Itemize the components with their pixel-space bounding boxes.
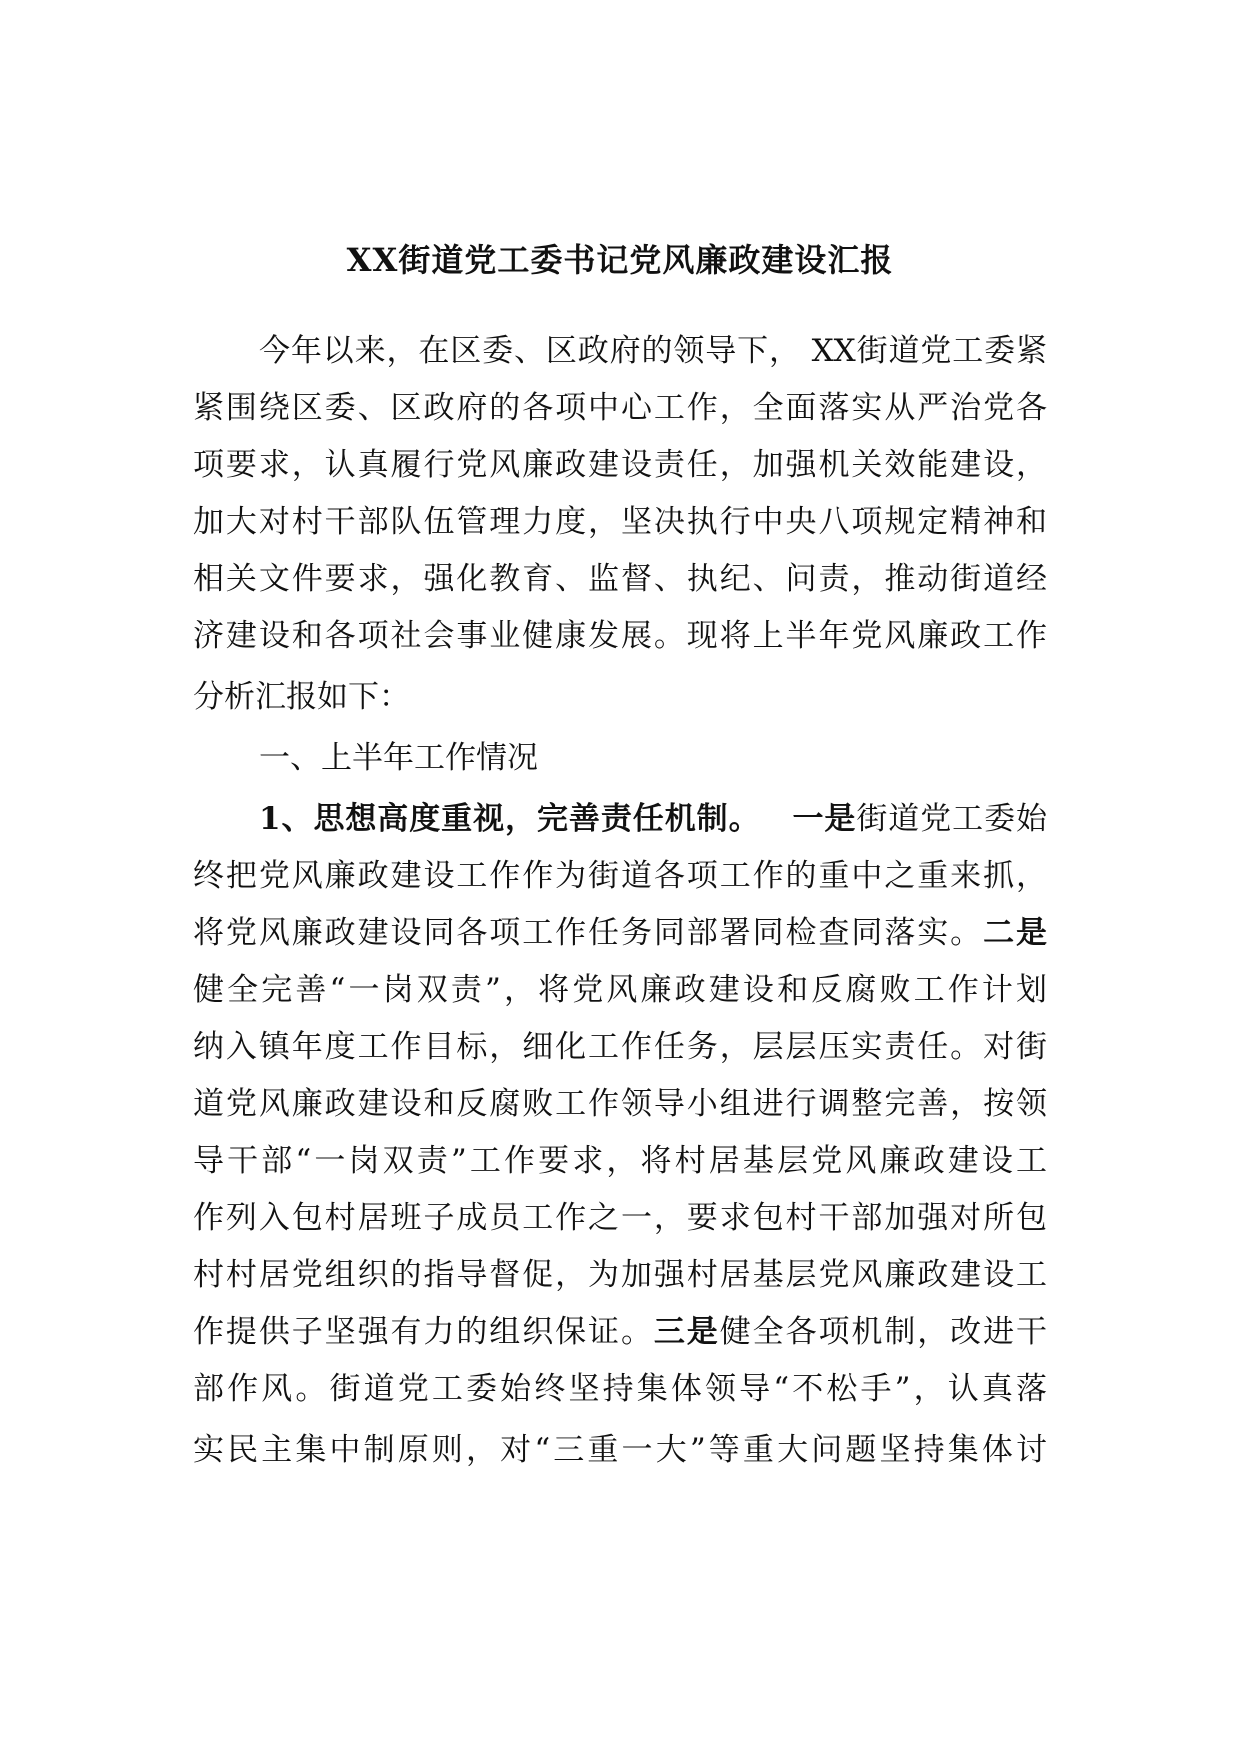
point-label: 二是 bbox=[983, 915, 1047, 951]
paragraph-line: 加大对村干部队伍管理力度，坚决执行中央八项规定精神和 bbox=[193, 504, 1047, 540]
paragraph-line: 道党风廉政建设和反腐败工作领导小组进行调整完善，按领 bbox=[193, 1086, 1047, 1122]
paragraph-line: 作列入包村居班子成员工作之一，要求包村干部加强对所包 bbox=[193, 1200, 1047, 1236]
paragraph-line: 相关文件要求，强化教育、监督、执纪、问责，推动街道经 bbox=[193, 561, 1047, 597]
paragraph-line bbox=[193, 905, 1047, 962]
document-title: XX街道党工委书记党风廉政建设汇报 bbox=[346, 241, 894, 279]
point-label: 一是 bbox=[791, 801, 857, 837]
paragraph-line: 项要求，认真履行党风廉政建设责任，加强机关效能建设， bbox=[193, 447, 1047, 483]
paragraph-line: 终把党风廉政建设工作作为街道各项工作的重中之重来抓， bbox=[193, 858, 1047, 894]
paragraph-line: 分析汇报如下： bbox=[193, 679, 410, 715]
paragraph-line bbox=[193, 1304, 1047, 1361]
paragraph-line: 纳入镇年度工作目标，细化工作任务，层层压实责任。对街 bbox=[193, 1029, 1047, 1065]
paragraph-text: 街道党工委始 bbox=[856, 801, 1047, 837]
point-label: 三是 bbox=[653, 1314, 720, 1350]
paragraph-line: 健全完善“一岗双责”，将党风廉政建设和反腐败工作计划 bbox=[193, 972, 1047, 1008]
paragraph-line: 紧围绕区委、区政府的各项中心工作，全面落实从严治党各 bbox=[193, 390, 1047, 426]
paragraph-line: 济建设和各项社会事业健康发展。现将上半年党风廉政工作 bbox=[193, 618, 1047, 654]
subsection-heading: 1、思想高度重视，完善责任机制。 bbox=[259, 801, 761, 837]
paragraph-text: 将党风廉政建设同各项工作任务同部署同检查同落实。 bbox=[193, 915, 984, 951]
paragraph-text: 健全各项机制，改进干 bbox=[719, 1314, 1047, 1350]
section-heading: 一、上半年工作情况 bbox=[259, 740, 538, 776]
paragraph-line: 今年以来，在区委、区政府的领导下， XX街道党工委紧 bbox=[259, 333, 1047, 369]
paragraph-text: 作提供子坚强有力的组织保证。 bbox=[193, 1314, 654, 1350]
paragraph-line: 实民主集中制原则，对“三重一大”等重大问题坚持集体讨 bbox=[193, 1432, 1047, 1468]
paragraph-line: 导干部“一岗双责”工作要求，将村居基层党风廉政建设工 bbox=[193, 1143, 1047, 1179]
paragraph-line: 村村居党组织的指导督促，为加强村居基层党风廉政建设工 bbox=[193, 1257, 1047, 1293]
paragraph-line bbox=[193, 791, 1047, 848]
paragraph-line: 部作风。街道党工委始终坚持集体领导“不松手”，认真落 bbox=[193, 1371, 1047, 1407]
